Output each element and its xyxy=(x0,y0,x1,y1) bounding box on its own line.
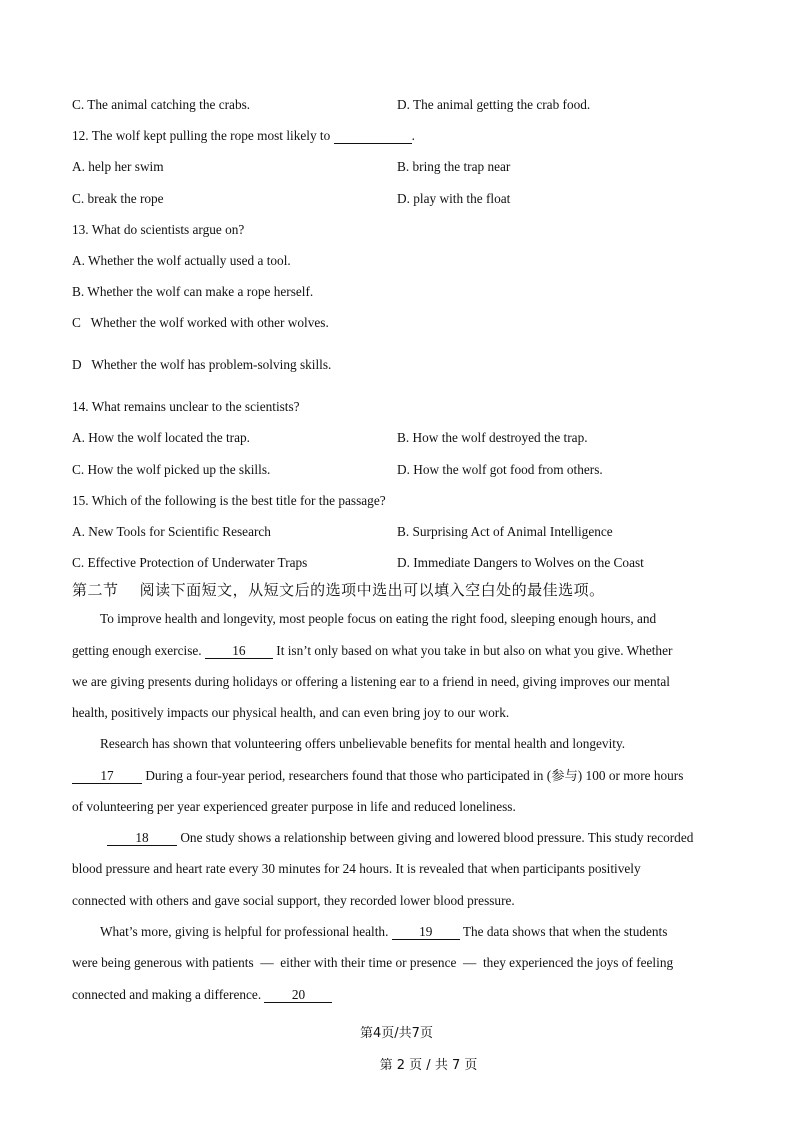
q15-stem: 15. Which of the following is the best title for the passage? xyxy=(72,493,386,508)
blank-18: 18 xyxy=(107,830,177,846)
page-number-outer: 第 2 页 / 共 7 页 xyxy=(379,1058,478,1073)
q15-option-a: A. New Tools for Scientific Research xyxy=(72,524,271,539)
passage-p3-line3: connected with others and gave social support, they recorded lower blood pressure. xyxy=(72,893,515,908)
blank-19: 19 xyxy=(392,924,460,940)
q13-option-c: C Whether the wolf worked with other wolves. xyxy=(72,315,329,330)
q13-option-b: B. Whether the wolf can make a rope herself. xyxy=(72,284,314,299)
page-number-inner: 第4页/共7页 xyxy=(360,1026,433,1041)
passage-p2-line2-post: During a four-year period, researchers found that those who participated in (参与) 100 or more hours xyxy=(145,768,684,783)
q12-stem-end: . xyxy=(411,128,415,143)
passage-p1-line2-post: It isn’t only based on what you take in but also on what you give. Whether xyxy=(276,643,673,658)
passage-p1-line4: health, positively impacts our physical health, and can even bring joy to our work. xyxy=(72,705,510,720)
q11-option-c: C. The animal catching the crabs. xyxy=(72,97,251,112)
q14-option-c: C. How the wolf picked up the skills. xyxy=(72,462,271,477)
passage-p4-line3-pre: connected and making a difference. xyxy=(72,987,262,1002)
q15-option-d: D. Immediate Dangers to Wolves on the Coast xyxy=(397,555,644,570)
passage-p3-line1-post: One study shows a relationship between giving and lowered blood pressure. This study recorded xyxy=(180,830,694,845)
blank-20: 20 xyxy=(264,987,332,1003)
passage-p2-line3: of volunteering per year experienced greater purpose in life and reduced loneliness. xyxy=(72,799,516,814)
q14-option-d: D. How the wolf got food from others. xyxy=(397,462,603,477)
passage-p1-line2-pre: getting enough exercise. xyxy=(72,643,202,658)
passage-p3-line1 xyxy=(107,829,693,847)
q14-option-b: B. How the wolf destroyed the trap. xyxy=(397,430,588,445)
q12-option-b: B. bring the trap near xyxy=(397,159,511,174)
blank-17: 17 xyxy=(72,768,142,784)
q15-option-c: C. Effective Protection of Underwater Traps xyxy=(72,555,308,570)
q12-stem xyxy=(72,127,415,145)
passage-p1-line3: we are giving presents during holidays or offering a listening ear to a friend in need, giving improves our mental xyxy=(72,674,670,689)
q12-stem-text: 12. The wolf kept pulling the rope most likely to xyxy=(72,128,331,143)
passage-p4-line1 xyxy=(100,923,667,941)
passage-p2-line2 xyxy=(72,767,683,785)
passage-p4-line1-pre: What’s more, giving is helpful for professional health. xyxy=(100,924,389,939)
passage-p4-line3 xyxy=(72,986,332,1004)
passage-p1-line1: To improve health and longevity, most people focus on eating the right food, sleeping enough hours, and xyxy=(100,611,657,626)
q12-blank xyxy=(334,128,412,144)
q12-option-d: D. play with the float xyxy=(397,191,511,206)
q12-option-a: A. help her swim xyxy=(72,159,164,174)
q11-option-d: D. The animal getting the crab food. xyxy=(397,97,591,112)
q13-stem: 13. What do scientists argue on? xyxy=(72,222,245,237)
q15-option-b: B. Surprising Act of Animal Intelligence xyxy=(397,524,613,539)
passage-p3-line2: blood pressure and heart rate every 30 minutes for 24 hours. It is revealed that when participants positively xyxy=(72,861,641,876)
q12-option-c: C. break the rope xyxy=(72,191,164,206)
q14-stem: 14. What remains unclear to the scientists? xyxy=(72,399,300,414)
passage-p4-line2: were being generous with patients — either with their time or presence — they experienced the joys of feeling xyxy=(72,955,674,970)
passage-p2-line1: Research has shown that volunteering offers unbelievable benefits for mental health and longevity. xyxy=(100,736,626,751)
q14-option-a: A. How the wolf located the trap. xyxy=(72,430,250,445)
passage-p1-line2 xyxy=(72,642,672,660)
passage-p4-line1-post: The data shows that when the students xyxy=(462,924,668,939)
section-2-heading: 第二节 阅读下面短文，从短文后的选项中选出可以填入空白处的最佳选项。 xyxy=(72,581,605,599)
q13-option-a: A. Whether the wolf actually used a tool. xyxy=(72,253,291,268)
blank-16: 16 xyxy=(205,643,273,659)
q13-option-d: D Whether the wolf has problem-solving skills. xyxy=(72,357,332,372)
